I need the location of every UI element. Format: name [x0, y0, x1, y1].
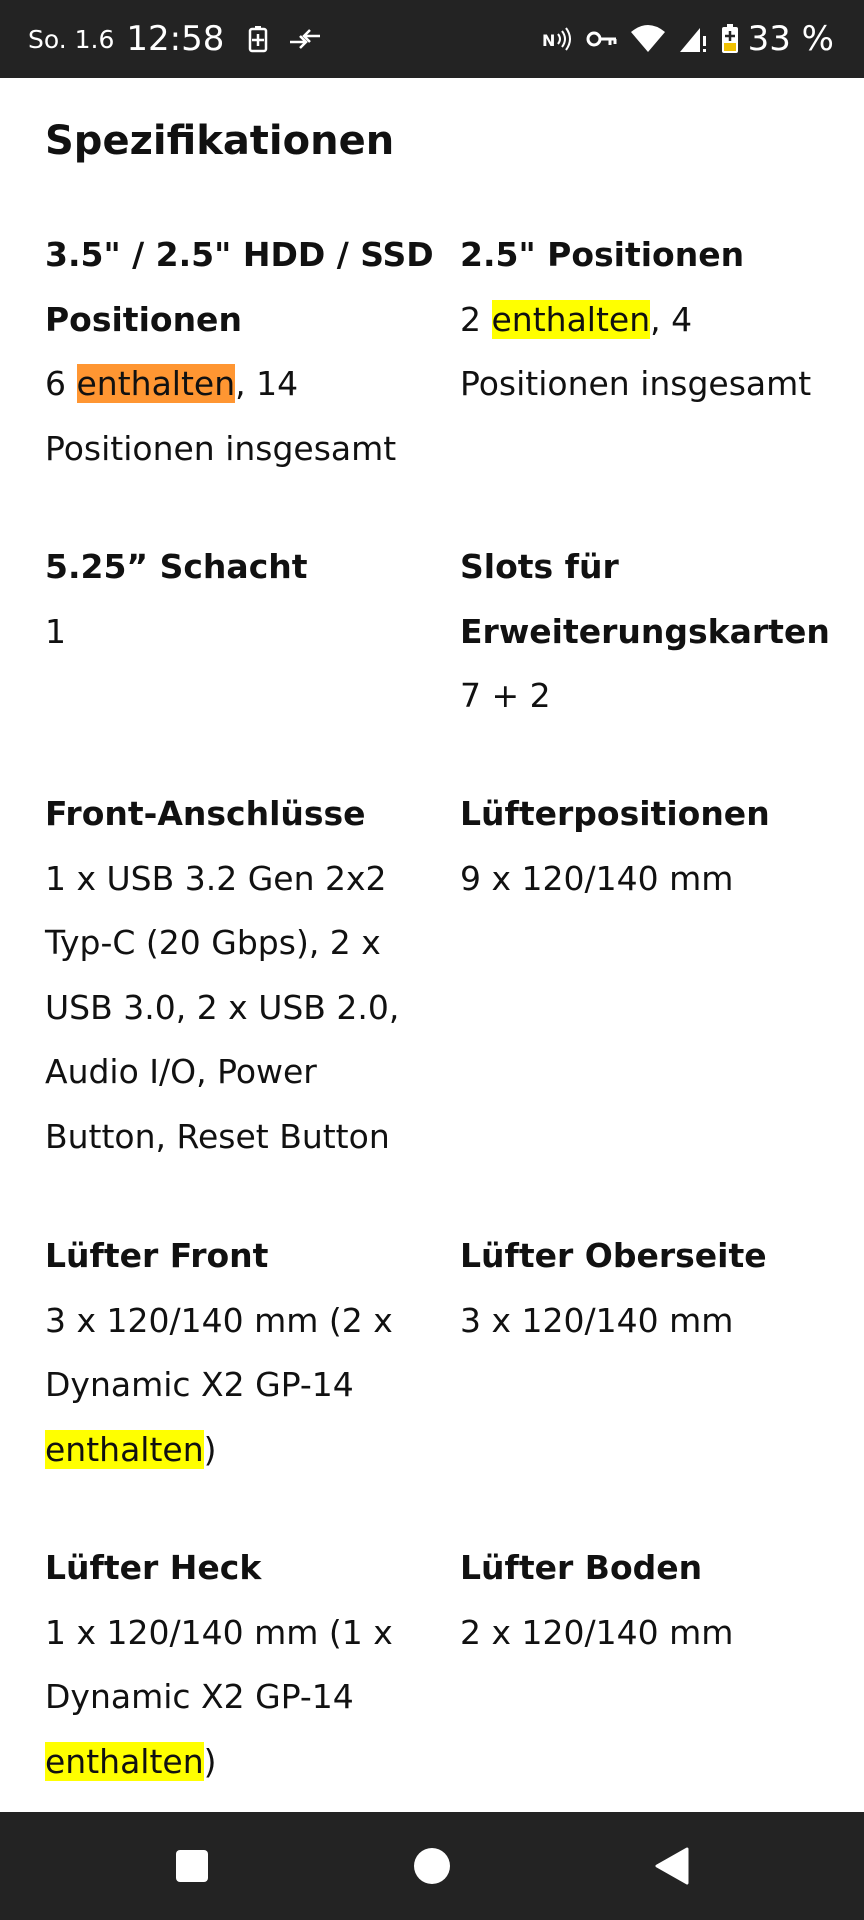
spec-value [45, 352, 435, 481]
spec-label: 3.5" / 2.5" HDD / SSD Positionen [45, 235, 434, 339]
spec-fan-positions [460, 782, 850, 911]
spec-expansion-slots [460, 535, 850, 729]
spec-hdd-ssd-positions [45, 223, 435, 481]
spec-label: 2.5" Positionen [460, 235, 745, 274]
spec-label: 5.25” Schacht [45, 547, 308, 586]
navigation-bar [0, 1812, 864, 1920]
status-bar-right [530, 19, 834, 59]
spec-front-ports [45, 782, 435, 1169]
value-text: 3 x 120/140 mm (2 x Dynamic X2 GP-14 [45, 1300, 393, 1404]
status-bar [0, 0, 864, 78]
value-text: ) [203, 1741, 217, 1781]
recent-apps-button[interactable] [162, 1836, 222, 1896]
signal-icon [678, 24, 708, 54]
spec-label: Front-Anschlüsse [45, 794, 366, 833]
spec-label: Lüfterpositionen [460, 794, 770, 833]
spec-value [460, 288, 850, 417]
spec-value: 1 [45, 611, 66, 651]
spec-value [45, 1289, 435, 1483]
spec-fan-rear [45, 1536, 435, 1794]
spec-525-bay [45, 535, 435, 664]
spec-value: 9 x 120/140 mm [460, 858, 734, 898]
battery-icon [720, 23, 740, 55]
battery-percent: 33 % [747, 19, 834, 59]
wifi-icon [630, 24, 666, 54]
home-icon [412, 1846, 452, 1886]
home-button[interactable] [402, 1836, 462, 1896]
search-highlight: enthalten [45, 1429, 204, 1469]
status-time: 12:58 [126, 19, 225, 59]
value-text: , 4 Positionen insgesamt [460, 299, 812, 403]
status-date: So. 1.6 [28, 24, 115, 54]
spec-value: 7 + 2 [460, 676, 551, 715]
svg-text:N: N [541, 31, 555, 50]
spec-label: Lüfter Boden [460, 1548, 703, 1587]
spec-fan-front [45, 1224, 435, 1482]
spec-page[interactable] [0, 78, 864, 1812]
page-title: Spezifikationen [45, 118, 395, 164]
vpn-key-icon [586, 28, 618, 50]
spec-value [45, 1601, 435, 1795]
back-button[interactable] [642, 1836, 702, 1896]
search-highlight-active: enthalten [76, 364, 236, 403]
value-text: 2 [460, 299, 492, 339]
value-text: , 14 Positionen insgesamt [45, 364, 397, 468]
data-transfer-icon [288, 26, 322, 52]
value-text: 1 x 120/140 mm (1 x Dynamic X2 GP-14 [45, 1612, 393, 1716]
spec-value: 1 x USB 3.2 Gen 2x2 Typ-C (20 Gbps), 2 x USB 3.0, 2 x USB 2.0, Audio I/O, Power Button, Reset Button [45, 858, 400, 1156]
spec-label: Lüfter Heck [45, 1548, 262, 1587]
value-text: ) [203, 1429, 217, 1469]
search-highlight: enthalten [45, 1741, 204, 1781]
recent-apps-icon [174, 1848, 210, 1884]
spec-25-positions [460, 223, 850, 417]
nfc-icon [542, 26, 574, 52]
spec-fan-bottom [460, 1536, 850, 1665]
spec-label: Slots für Erweiterungskarten [460, 547, 830, 651]
back-icon [653, 1846, 691, 1886]
status-bar-left [28, 19, 342, 59]
value-text: 6 [45, 364, 77, 403]
spec-value: 2 x 120/140 mm [460, 1612, 734, 1652]
spec-value: 3 x 120/140 mm [460, 1300, 734, 1340]
battery-saver-icon [248, 25, 268, 53]
spec-fan-top [460, 1224, 850, 1353]
search-highlight: enthalten [491, 299, 651, 339]
spec-label: Lüfter Oberseite [460, 1236, 767, 1275]
spec-label: Lüfter Front [45, 1236, 269, 1275]
